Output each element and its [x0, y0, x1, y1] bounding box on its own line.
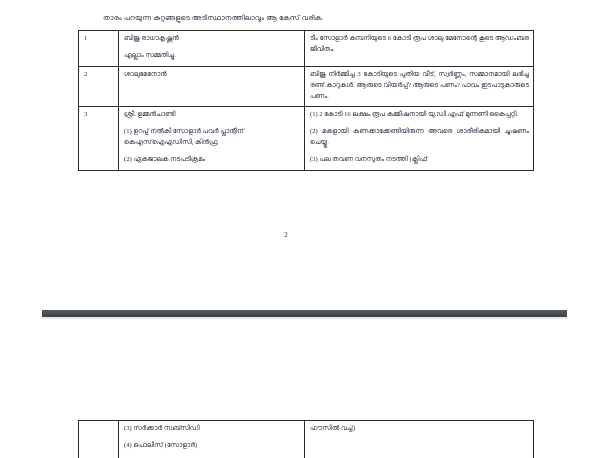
case-table	[78, 30, 534, 171]
row-allegation-description	[305, 107, 534, 171]
page-number: 2	[0, 231, 572, 239]
row-serial-number: 3	[79, 107, 119, 171]
cell-line: ബിജു നിർമ്മിച്ച 3 കോടിയുടെ പുതിയ വീട്, സ്വർണ്ണം, സമ്മാനമായി ലഭിച്ച രണ്ട് കാറുകൾ. ആരുടെ വിയർപ്പ്? ആരുടെ പണം? പാവം ഇടപാടുകാരുടെ പണം.	[310, 70, 529, 103]
cell-line: ബിജു രാധാകൃഷ്ണൻ	[124, 34, 300, 45]
cell-line: (2) മകളായി കണക്കാക്കേണ്ടിയിരുന്ന അവരെ ശാരീരികമായി ചൂഷണം ചെയ്തു.	[310, 127, 529, 149]
cell-line: (4) പൊലീസ് (സോളാർ)	[124, 441, 300, 452]
table-row	[79, 31, 534, 67]
cell-line: ടീം സോളാർ കമ്പനിയുടെ 6 കോടി രൂപ ശാലു മേനോന്റെ കൂടെ ആഡംബര ജീവിതം.	[310, 34, 529, 56]
row-serial-number	[79, 421, 119, 458]
row-allegation-description	[305, 66, 534, 107]
cell-line: (1) ഉറപ്പ് നൽകി സോളാർ പവർ പ്ലാന്റിന് കെഎസ്ഐഎഡിസി, കിൻഫ്ര	[124, 127, 300, 149]
row-allegation-description	[305, 31, 534, 67]
page-header-text: താരം പറയുന്ന കുറ്റങ്ങളുടെ അടിസ്ഥാനത്തിലാവും ആ കേസ് വരിക.	[103, 13, 503, 23]
row-accused-name	[119, 31, 305, 67]
row-serial-number: 2	[79, 66, 119, 107]
row-allegation-description	[305, 421, 534, 458]
vertical-scrollbar-track[interactable]	[572, 0, 600, 450]
cell-line: (2) ഏകജാലക നടപടിക്രമം	[124, 155, 300, 166]
cell-line: (3) സർക്കാർ സബ്സിഡി	[124, 424, 300, 435]
table-row	[79, 421, 534, 458]
row-accused-name	[119, 107, 305, 171]
cell-line: ഹൗസിൽ വച്ച്)	[310, 424, 529, 435]
row-accused-name	[119, 421, 305, 458]
cell-line: എല്ലാം സമ്മതിച്ചു.	[124, 51, 300, 62]
document-page-2	[0, 325, 572, 450]
row-accused-name	[119, 66, 305, 107]
cell-line: ശാലുമേനോൻ	[124, 70, 300, 81]
page-separator-bar	[42, 310, 567, 317]
table-row	[79, 66, 534, 107]
cell-line: (3) പല തവണ വനസുതം നടത്തി (ക്ലിഫ്	[310, 155, 529, 166]
cell-line: ശ്രീ. ഉമ്മൻചാണ്ടി	[124, 110, 300, 121]
table-row	[79, 107, 534, 171]
page-separator-shadow	[42, 317, 567, 319]
cell-line: (1) 2 കോടി 16 ലക്ഷം രൂപ കമ്മീഷനായി യു.ഡി.എഫ് മുന്നണി കൈപ്പറ്റി.	[310, 110, 529, 121]
case-table-continued	[78, 420, 534, 458]
row-serial-number: 1	[79, 31, 119, 67]
